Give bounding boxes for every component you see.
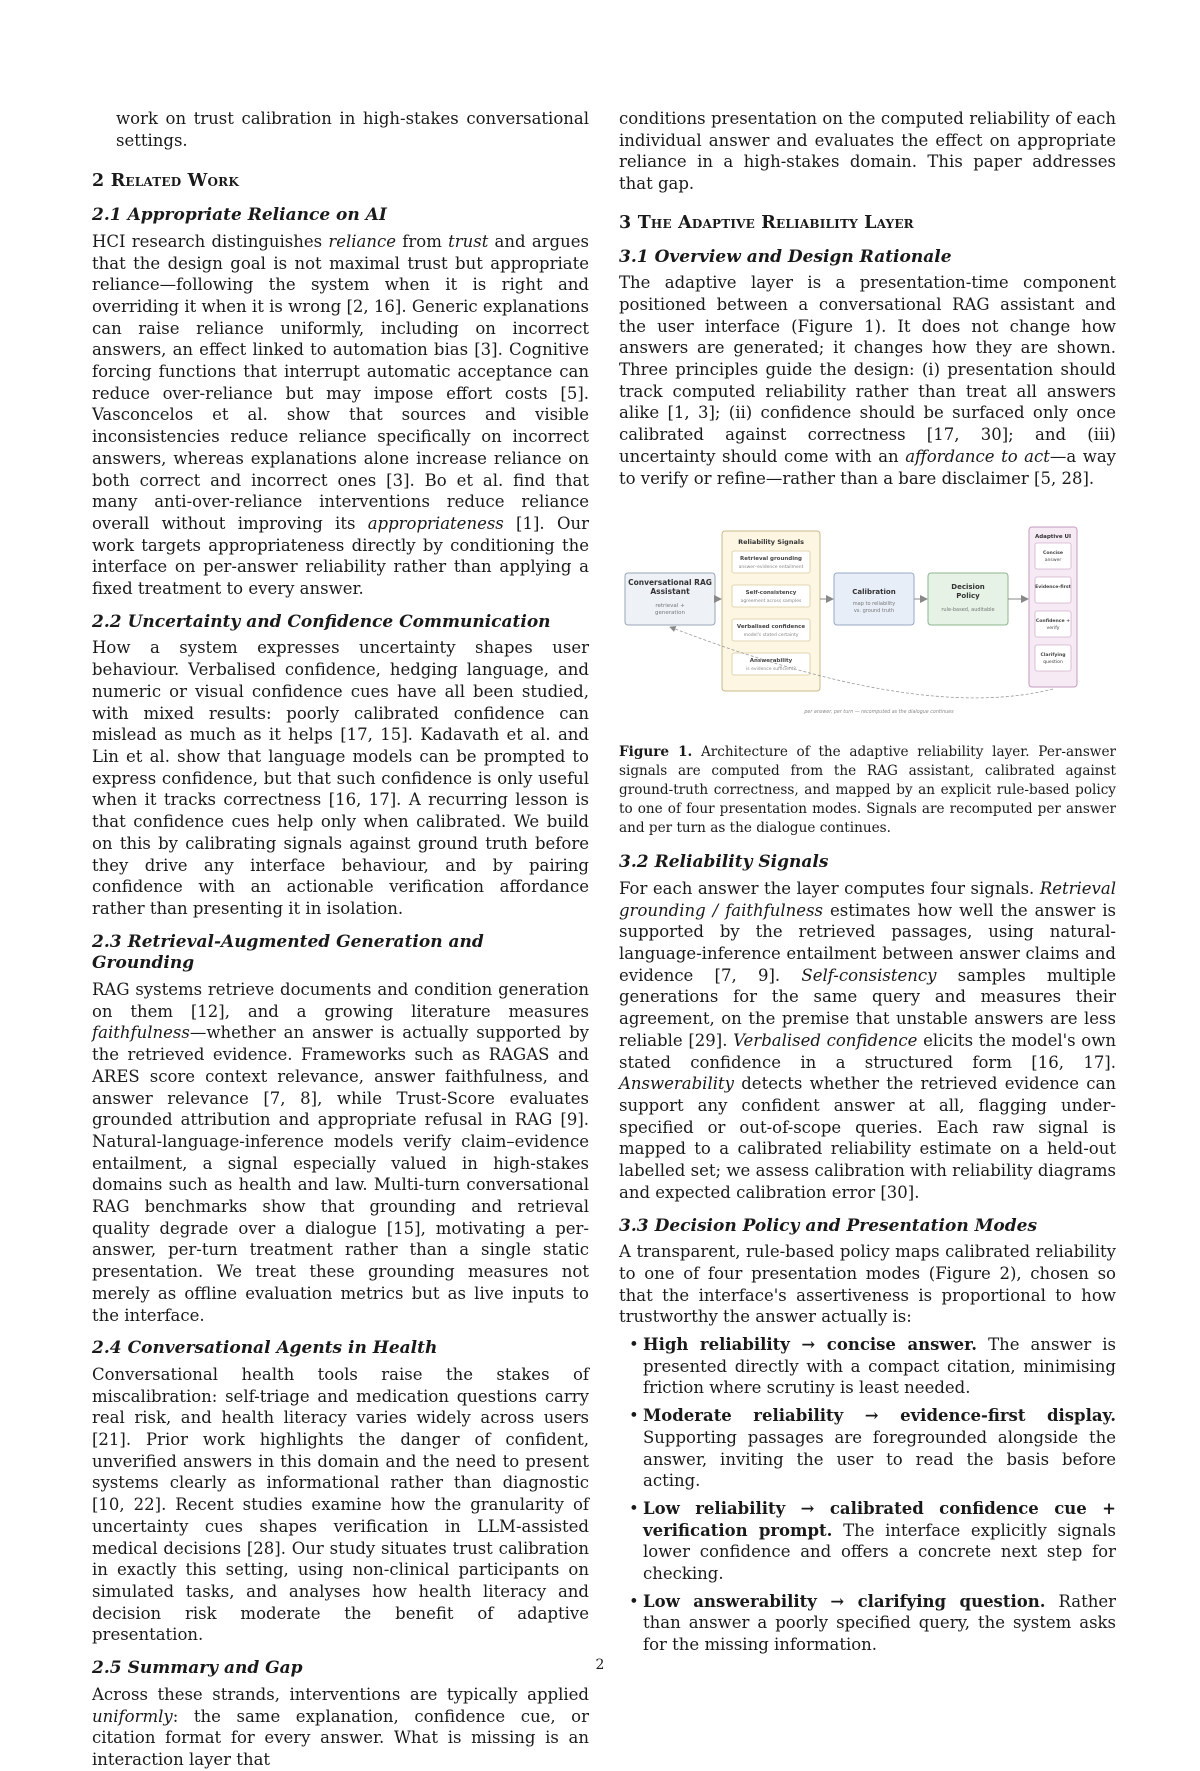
signal-name: Retrieval grounding — [740, 556, 802, 563]
text-run: For each answer the layer computes four signals. — [619, 878, 1040, 898]
subsection-3-2-number: 3.2 — [619, 852, 649, 873]
caption-label: Figure 1. — [619, 744, 693, 761]
text-run: RAG systems retrieve documents and condition generation on them [12], and a growing literature measures — [92, 980, 589, 1021]
subsection-2-2-number: 2.2 — [92, 611, 122, 632]
subsection-3-2-title: Reliability Signals — [654, 852, 829, 873]
emphasis: uniformly — [92, 1706, 173, 1726]
section-3-heading — [619, 213, 1116, 235]
loop-label: per answer, per turn — recomputed as the dialogue continues — [804, 710, 954, 716]
signal-description: model's stated certainty — [743, 633, 799, 639]
text-run: from — [396, 231, 449, 251]
subsection-3-1-number: 3.1 — [619, 246, 649, 267]
list-item — [619, 1405, 1116, 1492]
bullet: • — [629, 1591, 639, 1611]
list-item-bold: High reliability → concise answer. — [643, 1335, 978, 1355]
subsection-2-4-paragraph: Conversational health tools raise the stakes of miscalibration: self-triage and medication questions carry real risk, and health literacy varies widely across users [21]. Prior work highlights the danger of confident, unverified answers in this domain and the need to present systems clearly as informational rather than diagnostic [10, 22]. Recent studies examine how the granularity of uncertainty cues shapes verification in LLM-assisted medical decisions [28]. Our study situates trust calibration in exactly this setting, using non-clinical participants on simulated tasks, and analyses how health literacy and decision risk moderate the benefit of adaptive presentation. — [92, 1364, 589, 1645]
caption-text: Architecture of the adaptive reliability layer. Per-answer signals are computed from the RAG assistant, calibrated against ground-truth correctness, and mapped by an explicit rule-based policy to one of four presentation modes. Signals are recomputed per answer and per turn as the dialogue continues. — [619, 744, 1116, 837]
list-item-bold: Low reliability → calibrated confidence cue + verification prompt. — [643, 1498, 1116, 1540]
signal-description: answer–evidence entailment — [738, 565, 804, 571]
list-item-bold: Moderate reliability → evidence-first display. — [643, 1406, 1116, 1426]
text-run: samples multiple generations for the same query and measures their agreement, on the premise that unstable answers are less reliable [29]. — [619, 965, 1116, 1050]
signals-title: Reliability Signals — [738, 538, 804, 547]
list-item-text — [643, 1334, 1116, 1399]
list-item-body: Supporting passages are foregrounded alongside the answer, inviting the user to read the basis before acting. — [643, 1427, 1116, 1491]
signal-name: Answerability — [749, 658, 793, 665]
emphasis: affordance to act — [905, 446, 1050, 466]
subsection-3-3-number: 3.3 — [619, 1215, 649, 1236]
subsection-3-1-title: Overview and Design Rationale — [654, 246, 952, 267]
list-item-bold: Low answerability → clarifying question. — [643, 1591, 1046, 1611]
policy-title: Decision Policy — [951, 583, 985, 601]
subsection-2-5-title: Summary and Gap — [127, 1658, 303, 1679]
text-run: and argues that the design goal is not maximal trust but appropriate reliance—following the system when it is right and overriding it when it is wrong [2, 16]. Generic explanations can raise reliance uniformly, including on incorrect answers, an effect linked to automation bias [3]. Cognitive forcing functions that interrupt automatic acceptance can reduce over-reliance but may impose effort costs [5]. Vasconcelos et al. show that sources and visible inconsistencies reduce reliance specifically on incorrect answers, whereas explanations alone increase reliance on both correct and incorrect ones [3]. Bo et al. find that many anti-over-reliance interventions reduce reliance overall without improving its — [92, 231, 589, 533]
subsection-3-1-heading — [619, 247, 1116, 269]
assistant-subtitle: retrieval + generation — [655, 603, 685, 617]
subsection-2-4-number: 2.4 — [92, 1338, 122, 1359]
subsection-2-3-paragraph — [92, 979, 589, 1326]
bullet: • — [629, 1335, 639, 1355]
bullet: • — [629, 1498, 639, 1518]
text-run: —a way to verify or refine—rather than a bare disclaimer [5, 28]. — [619, 446, 1116, 488]
subsection-2-2-paragraph: How a system expresses uncertainty shapes user behaviour. Verbalised confidence, hedging language, and numeric or visual confidence cues have all been studied, with mixed results: poorly calibrated confidence can mislead as much as it helps [17, 15]. Kadavath et al. and Lin et al. show that language models can be prompted to express confidence, but that such confidence is only useful when it tracks correctness [16, 17]. A recurring lesson is that confidence cues help only when calibrated. We build on this by calibrating signals against ground truth before they drive any interface behaviour, and by pairing confidence with an actionable verification affordance rather than presenting it in isolation. — [92, 638, 589, 918]
ui-mode-label: Concise answer — [1043, 551, 1063, 564]
list-item-body: The interface explicitly signals lower confidence and offers a concrete next step for checking. — [643, 1520, 1116, 1584]
subsection-2-4-heading — [92, 1338, 589, 1360]
subsection-2-1-heading — [92, 205, 589, 227]
signal-name: Self-consistency — [745, 590, 797, 597]
signal-description: agreement across samples — [740, 599, 802, 605]
ui-mode-label: Confidence + verify — [1035, 619, 1071, 632]
emphasis: reliance — [328, 231, 397, 251]
subsection-2-1-paragraph — [92, 231, 589, 600]
list-item-body: The answer is presented directly with a compact citation, minimising friction where scrutiny is least needed. — [643, 1335, 1116, 1398]
right-column — [619, 108, 1116, 1656]
emphasis: appropriateness — [367, 513, 504, 533]
ui-mode-label: Evidence-first — [1035, 585, 1071, 591]
list-item — [619, 1498, 1116, 1585]
list-item-body: Rather than answer a poorly specified query, the system asks for the missing information. — [643, 1591, 1117, 1655]
figure-1-caption — [619, 743, 1116, 838]
subsection-3-3-title: Decision Policy and Presentation Modes — [654, 1215, 1038, 1236]
subsection-3-2-heading — [619, 852, 1116, 874]
page-number: 2 — [595, 1657, 605, 1673]
subsection-2-3-number: 2.3 — [92, 931, 122, 952]
section-2-title: Related Work — [110, 171, 239, 192]
emphasis: Answerability — [619, 1074, 734, 1094]
section-3-number: 3 — [619, 212, 632, 233]
adaptive-ui-title: Adaptive UI — [1034, 534, 1072, 541]
subsection-3-3-paragraph: A transparent, rule-based policy maps calibrated reliability to one of four presentation modes (Figure 2), chosen so that the interface's assertiveness is proportional to how trustworthy the answer actually is: — [619, 1242, 1116, 1327]
text-run: elicits the model's own stated confidence in a structured form [16, 17]. — [619, 1030, 1116, 1072]
text-run: estimates how well the answer is supported by the retrieved passages, using natural-language-inference entailment between answer claims and evidence [7, 9]. — [619, 900, 1116, 985]
text-run: —whether an answer is actually supported by the retrieved evidence. Frameworks such as RAGAS and ARES score context relevance, answer faithfulness, and answer relevance [7, 8], while Trust-Score evaluates grounded attribution and appropriate refusal in RAG [9]. Natural-language-inference models verify claim–evidence entailment, a signal especially valued in high-stakes domains such as health and law. Multi-turn conversational RAG benchmarks show that grounding and retrieval quality degrade over a dialogue [15], motivating a per-answer, per-turn treatment rather than a single static presentation. We treat these grounding measures not merely as offline evaluation metrics but as live inputs to the interface. — [92, 1023, 589, 1325]
subsection-3-1-paragraph — [619, 272, 1116, 489]
bullet: • — [629, 1406, 639, 1426]
list-item — [619, 1591, 1116, 1656]
calibration-subtitle: map to reliability vs. ground truth — [852, 601, 896, 615]
signal-description: is evidence sufficient? — [746, 667, 796, 673]
signal-name: Verbalised confidence — [736, 624, 806, 631]
emphasis: faithfulness — [92, 1023, 190, 1043]
subsection-2-4-title: Conversational Agents in Health — [127, 1338, 438, 1359]
subsection-2-2-title: Uncertainty and Confidence Communication — [127, 611, 551, 632]
ui-mode-box — [1035, 645, 1071, 671]
section-3-title: The Adaptive Reliability Layer — [637, 212, 914, 233]
text-run: : the same explanation, confidence cue, or citation format for every answer. What is missing is an interaction layer that — [92, 1706, 589, 1769]
ui-mode-label: Clarifying question — [1040, 653, 1066, 666]
gap-continuation: conditions presentation on the computed reliability of each individual answer and evaluates the effect on appropriate reliance in a high-stakes domain. This paper addresses that gap. — [619, 109, 1116, 194]
text-run: detects whether the retrieved evidence can support any confident answer at all, flagging under-specified or out-of-scope queries. Each raw signal is mapped to a calibrated reliability estimate on a held-out labelled set; we assess calibration with reliability diagrams and expected calibration error [30]. — [619, 1074, 1116, 1202]
list-item-text — [643, 1498, 1116, 1585]
subsection-3-2-paragraph — [619, 878, 1116, 1204]
subsection-2-2-heading — [92, 612, 589, 634]
ui-mode-box — [1035, 543, 1071, 569]
list-item-text — [643, 1591, 1116, 1656]
emphasis: Verbalised confidence — [733, 1030, 918, 1050]
emphasis: trust — [448, 231, 489, 251]
ui-mode-box — [1035, 577, 1071, 603]
calibration-box — [834, 573, 914, 625]
list-item-text — [643, 1405, 1116, 1492]
subsection-2-3-title: Retrieval-Augmented Generation and Grounding — [92, 931, 484, 974]
subsection-3-3-heading — [619, 1216, 1116, 1238]
policy-subtitle: rule-based, auditable — [941, 607, 995, 614]
architecture-svg — [619, 523, 1116, 733]
figure-1-architecture-diagram — [619, 523, 1116, 733]
subsection-2-1-number: 2.1 — [92, 205, 122, 226]
assistant-title: Conversational RAG Assistant — [628, 578, 712, 597]
text-run: [1]. Our work targets appropriateness directly by conditioning the interface on per-answer reliability rather than applying a fixed treatment to every answer. — [92, 513, 589, 599]
left-column — [92, 108, 589, 1771]
section-2-heading — [92, 171, 589, 193]
emphasis: Self-consistency — [801, 965, 937, 985]
text-run: HCI research distinguishes — [92, 231, 329, 251]
section-2-number: 2 — [92, 171, 105, 192]
list-item — [619, 1334, 1116, 1399]
subsection-2-1-title: Appropriate Reliance on AI — [127, 205, 387, 226]
subsection-2-3-heading — [92, 932, 589, 975]
ui-mode-box — [1035, 611, 1071, 637]
emphasis: Retrieval grounding / faithfulness — [619, 878, 1116, 920]
presentation-modes-list — [619, 1334, 1116, 1656]
text-run: Across these strands, interventions are typically applied — [92, 1684, 589, 1704]
subsection-2-5-number: 2.5 — [92, 1658, 122, 1679]
text-run: The adaptive layer is a presentation-time component positioned between a conversational RAG assistant and the user interface (Figure 1). It does not change how answers are generated; it changes how they are shown. Three principles guide the design: (i) presentation should track computed reliability rather than treat all answers alike [1, 3]; (ii) confidence should be surfaced only once calibrated against correctness [17, 30]; and (iii) uncertainty should come with an — [619, 273, 1116, 466]
intro-continuation: work on trust calibration in high-stakes conversational settings. — [116, 109, 589, 150]
calibration-title: Calibration — [852, 588, 896, 597]
